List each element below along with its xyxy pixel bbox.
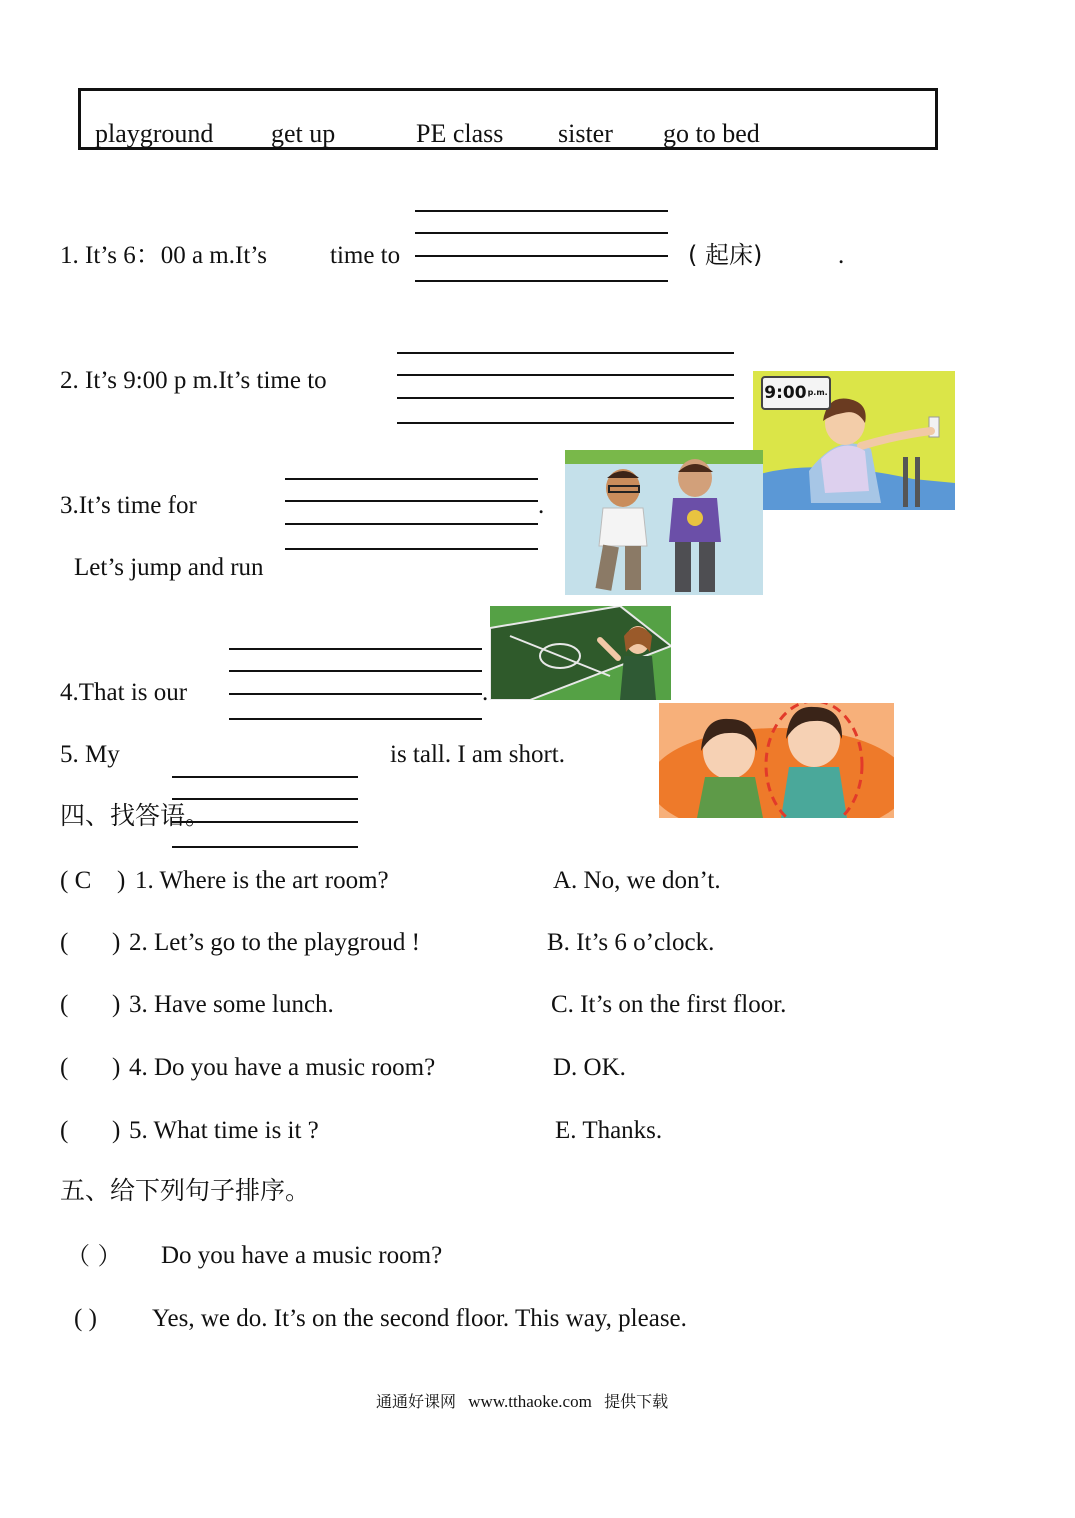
q1-end: . <box>838 242 845 269</box>
pe-class-illustration <box>565 450 763 595</box>
q4-1-close: ) <box>117 867 126 894</box>
q4-1-text: 1. Where is the art room? <box>135 867 389 894</box>
clock-period: p.m. <box>807 388 828 397</box>
order-1-text: Do you have a music room? <box>161 1242 443 1269</box>
q3-answer-blank[interactable] <box>285 478 538 554</box>
bedtime-picture <box>753 371 955 510</box>
word-bank-box <box>78 88 938 150</box>
word-bank-item: get up <box>271 119 336 148</box>
q3-prompt: 3.It’s time for <box>60 492 197 519</box>
order-1-bracket[interactable]: （ ） <box>66 1242 122 1270</box>
footer-site-name: 通通好课网 <box>376 1392 457 1411</box>
q2-prompt: 2. It’s 9:00 p m.It’s time to <box>60 367 327 394</box>
footer <box>376 1393 668 1410</box>
q4-1-open[interactable]: ( C <box>60 867 92 894</box>
q4-4-close: ) <box>112 1054 121 1081</box>
q1-mid: time to <box>330 242 401 269</box>
answer-a: A. No, we don’t. <box>553 867 721 894</box>
q1-hint: ( 起床) <box>688 241 763 269</box>
playground-picture <box>490 606 671 700</box>
q4-answer-blank[interactable] <box>229 648 482 724</box>
footer-download: 提供下载 <box>604 1392 669 1411</box>
q4-5-open[interactable]: ( <box>60 1117 69 1144</box>
answer-d: D. OK. <box>553 1054 626 1081</box>
q1-prefix: 1. It’s 6：00 a m.It’s <box>60 242 267 269</box>
clock-time: 9:00 <box>764 383 807 403</box>
answer-c: C. It’s on the first floor. <box>551 991 787 1018</box>
q4-prompt: 4.That is our <box>60 679 188 706</box>
order-2-text: Yes, we do. It’s on the second floor. This way, please. <box>152 1305 687 1332</box>
answer-b: B. It’s 6 o’clock. <box>547 929 715 956</box>
q1-answer-blank[interactable] <box>415 210 668 286</box>
q4-3-text: 3. Have some lunch. <box>129 991 334 1018</box>
footer-url[interactable]: www.tthaoke.com <box>468 1392 592 1411</box>
q4-3-close: ) <box>112 991 121 1018</box>
q3-end: . <box>538 492 545 519</box>
q4-5-close: ) <box>112 1117 121 1144</box>
word-bank-item: sister <box>558 119 613 148</box>
playground-illustration <box>490 606 671 700</box>
word-bank-item: PE class <box>416 119 504 148</box>
section5-title: 五、给下列句子排序。 <box>60 1176 311 1205</box>
q4-5-text: 5. What time is it ? <box>129 1117 319 1144</box>
q2-answer-blank[interactable] <box>397 352 734 428</box>
sisters-picture <box>659 703 894 818</box>
q4-3-open[interactable]: ( <box>60 991 69 1018</box>
sisters-illustration <box>659 703 894 818</box>
q4-2-open[interactable]: ( <box>60 929 69 956</box>
q4-2-text: 2. Let’s go to the playgroud ! <box>129 929 420 956</box>
clock-icon <box>761 376 831 410</box>
q4-4-text: 4. Do you have a music room? <box>129 1054 436 1081</box>
section4-title: 四、找答语。 <box>60 801 211 830</box>
q4-2-close: ) <box>112 929 121 956</box>
answer-e: E. Thanks. <box>555 1117 663 1144</box>
word-bank-item: go to bed <box>663 119 760 148</box>
pe-class-picture <box>565 450 763 595</box>
q5-suffix: is tall. I am short. <box>390 741 565 768</box>
q4-end: . <box>482 679 489 706</box>
q3-line2: Let’s jump and run <box>74 554 264 581</box>
word-bank-item: playground <box>95 119 214 148</box>
order-2-bracket[interactable]: ( ) <box>74 1305 97 1332</box>
q4-4-open[interactable]: ( <box>60 1054 69 1081</box>
q5-prefix: 5. My <box>60 741 120 768</box>
